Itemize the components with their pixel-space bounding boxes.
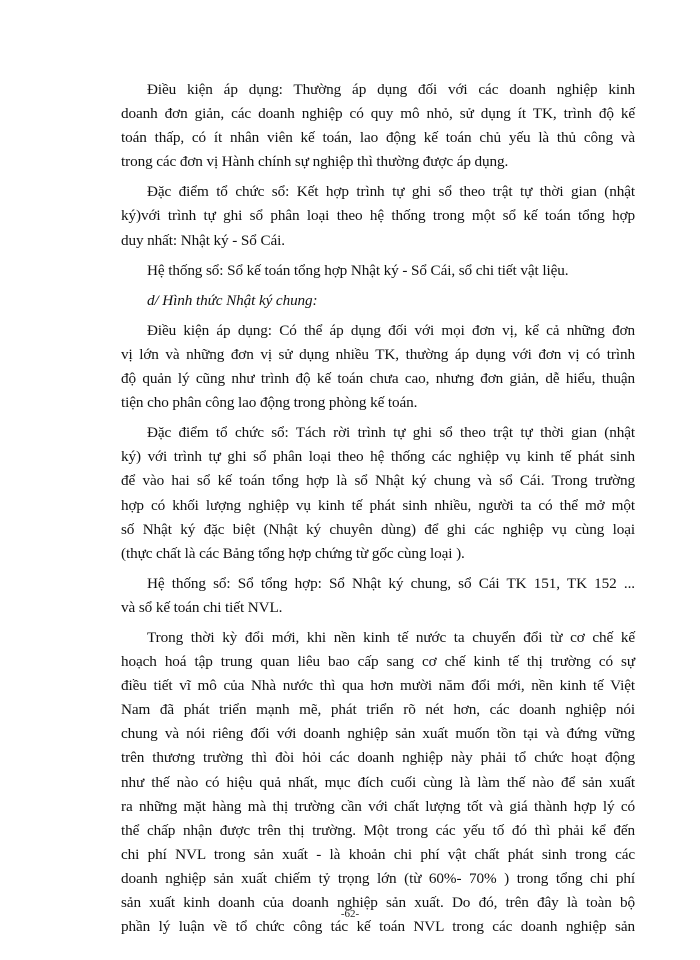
- paragraph-line: Nam đã phát triển mạnh mẽ, phát triển rõ nét hơn, các doanh nghiệp nói: [121, 701, 635, 719]
- paragraph-line: thể chấp nhận được trên thị trường. Một trong các yếu tố đó thì phải kể đến: [121, 821, 635, 839]
- paragraph-p6: [121, 421, 635, 566]
- paragraph-line: sản xuất kinh doanh của doanh nghiệp sản xuất. Do đó, trên đây là toàn bộ: [121, 894, 635, 911]
- paragraph-p3: [145, 259, 635, 283]
- paragraph-line: duy nhất: Nhật ký - Sổ Cái.: [121, 231, 285, 249]
- paragraph-line: số Nhật ký đặc biệt (Nhật ký chuyên dùng) để ghi các nghiệp vụ cùng loại: [121, 520, 635, 538]
- paragraph-line: để vào hai sổ kế toán tổng hợp là sổ Nhật ký chung và sổ Cái. Trong trường: [121, 472, 635, 490]
- paragraph-line: trong các đơn vị Hành chính sự nghiệp thì thường được áp dụng.: [121, 153, 509, 171]
- paragraph-line: Hệ thống sổ: Sổ tổng hợp: Sổ Nhật ký chung, sổ Cái TK 151, TK 152 ...: [147, 574, 635, 592]
- paragraph-line: như thế nào có hiệu quả nhất, mục đích cuối cùng là làm thế nào để sản xuất: [121, 773, 635, 791]
- paragraph-line: ký)với trình tự ghi sổ phân loại theo hệ thống trong một sổ kế toán tổng hợp: [121, 207, 635, 225]
- paragraph-line: hợp có khối lượng nghiệp vụ kinh tế phát sinh nhiều, người ta có thể mở một: [121, 496, 635, 514]
- paragraph-line: Điều kiện áp dụng: Có thể áp dụng đối với mọi đơn vị, kể cả những đơn: [147, 321, 635, 339]
- paragraph-line: và sổ kế toán chi tiết NVL.: [121, 598, 283, 616]
- paragraph-line: độ quản lý cũng như trình độ kế toán chưa cao, nhưng đơn giản, dễ hiểu, thuận: [121, 370, 635, 388]
- paragraph-line: doanh nghiệp sản xuất chiếm tỷ trọng lớn (từ 60%- 70% ) trong tổng chi phí: [121, 869, 635, 887]
- paragraph-line: vị lớn và những đơn vị sử dụng nhiều TK, thường áp dụng với đơn vị có trình: [121, 345, 635, 363]
- paragraph-line: Đặc điểm tổ chức sổ: Tách rời trình tự ghi sổ theo trật tự thời gian (nhật: [147, 424, 635, 442]
- paragraph-p7: [121, 572, 635, 620]
- document-body: [121, 78, 635, 939]
- paragraph-line: chi phí NVL trong sản xuất - là khoản chi phí vật chất phát sinh trong các: [121, 845, 635, 863]
- paragraph-p1: [121, 78, 635, 174]
- paragraph-line: ra những mặt hàng mà thị trường cần với chất lượng tốt và giá thành hợp lý có: [121, 797, 635, 815]
- paragraph-line: toán thấp, có ít nhân viên kế toán, lao động kế toán chủ yếu là thủ công và: [121, 129, 635, 147]
- paragraph-line: phần lý luận về tổ chức công tác kế toán NVL trong các doanh nghiệp sản: [121, 918, 635, 936]
- paragraph-line: Điều kiện áp dụng: Thường áp dụng đối với các doanh nghiệp kinh: [147, 81, 635, 98]
- paragraph-line: tiện cho phân công lao động trong phòng kế toán.: [121, 394, 418, 412]
- paragraph-line: điều tiết vĩ mô của Nhà nước thì qua hơn mười năm đổi mới, nền kinh tế Việt: [121, 677, 635, 695]
- paragraph-line: chung và nói riêng đối với doanh nghiệp sản xuất muốn tồn tại và đứng vững: [121, 725, 635, 743]
- paragraph-line: (thực chất là các Bảng tổng hợp chứng từ gốc cùng loại ).: [121, 544, 465, 562]
- paragraph-line: Đặc điểm tổ chức sổ: Kết hợp trình tự ghi sổ theo trật tự thời gian (nhật: [147, 183, 635, 201]
- page-number: -62-: [340, 908, 360, 920]
- paragraph-line: Trong thời kỳ đổi mới, khi nền kinh tế nước ta chuyển đổi từ cơ chế kế: [147, 628, 635, 646]
- paragraph-line: trên thương trường thì đòi hỏi các doanh nghiệp này phải tổ chức hoạt động: [121, 749, 635, 767]
- paragraph-line: ký) với trình tự ghi sổ phân loại theo hệ thống các nghiệp vụ kinh tế phát sinh: [121, 448, 635, 466]
- paragraph-p8: [121, 626, 635, 939]
- paragraph-p2: [121, 180, 635, 252]
- paragraph-p5: [121, 319, 635, 415]
- paragraph-line: Hệ thống sổ: Sổ kế toán tổng hợp Nhật ký - Sổ Cái, sổ chi tiết vật liệu.: [147, 261, 569, 279]
- paragraph-line: d/ Hình thức Nhật ký chung:: [147, 291, 318, 309]
- paragraph-line: hoạch hoá tập trung quan liêu bao cấp sang cơ chế kinh tế thị trường có sự: [121, 653, 635, 671]
- paragraph-line: doanh đơn giản, các doanh nghiệp có quy mô nhỏ, sử dụng ít TK, trình độ kế: [121, 105, 635, 123]
- paragraph-p4: [145, 289, 635, 313]
